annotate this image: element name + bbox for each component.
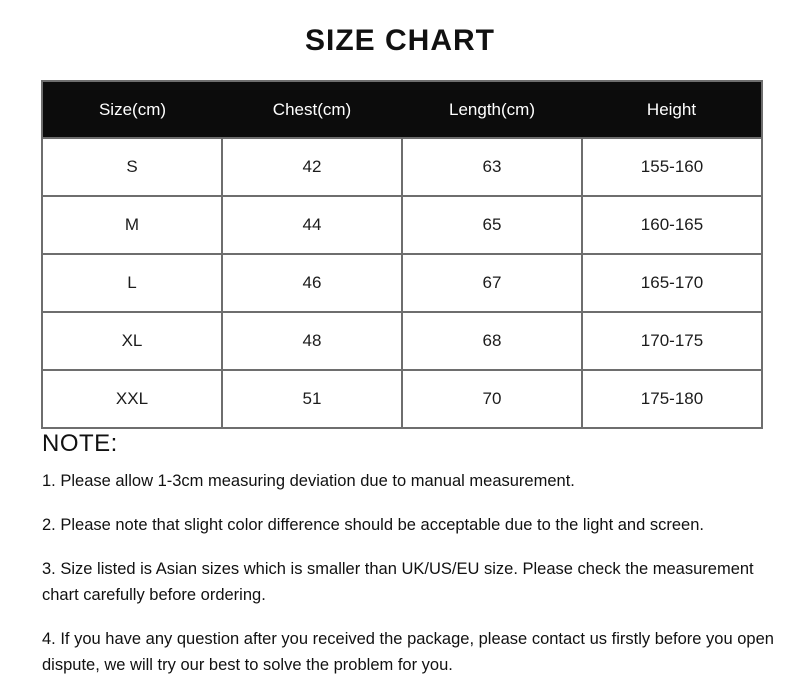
- table-cell: S: [42, 138, 222, 196]
- table-cell: 65: [402, 196, 582, 254]
- note-item: 3. Size listed is Asian sizes which is smaller than UK/US/EU size. Please check the measurement chart carefully before ordering.: [42, 560, 754, 604]
- table-row: [42, 370, 762, 428]
- note-item: 2. Please note that slight color difference should be acceptable due to the light and screen.: [42, 516, 704, 534]
- table-cell: 68: [402, 312, 582, 370]
- notes-section: [42, 430, 790, 696]
- table-cell: 51: [222, 370, 402, 428]
- table-cell: 160-165: [582, 196, 762, 254]
- table-cell: M: [42, 196, 222, 254]
- table-cell: 63: [402, 138, 582, 196]
- header-cell-length: Length(cm): [449, 99, 535, 119]
- header-cell-height: Height: [646, 99, 697, 119]
- notes-heading: NOTE:: [42, 430, 118, 457]
- table-cell: 42: [222, 138, 402, 196]
- table-cell: XXL: [42, 370, 222, 428]
- table-cell: XL: [42, 312, 222, 370]
- table-cell: 70: [402, 370, 582, 428]
- table-row: [42, 254, 762, 312]
- table-cell: 48: [222, 312, 402, 370]
- table-cell: L: [42, 254, 222, 312]
- header-cell-size: Size(cm): [98, 99, 167, 119]
- page-title: SIZE CHART: [305, 24, 495, 57]
- table-row: [42, 138, 762, 196]
- size-table: [41, 80, 763, 429]
- table-cell: 175-180: [582, 370, 762, 428]
- table-row: [42, 196, 762, 254]
- table-cell: 46: [222, 254, 402, 312]
- table-header-row: [42, 81, 762, 138]
- table-cell: 67: [402, 254, 582, 312]
- note-item: 4. If you have any question after you received the package, please contact us firstly before you open dispute, we will try our best to solve the problem for you.: [42, 630, 774, 674]
- note-item: 1. Please allow 1-3cm measuring deviation due to manual measurement.: [42, 472, 575, 490]
- header-cell-chest: Chest(cm): [272, 99, 352, 119]
- table-cell: 155-160: [582, 138, 762, 196]
- table-cell: 170-175: [582, 312, 762, 370]
- table-cell: 44: [222, 196, 402, 254]
- table-row: [42, 312, 762, 370]
- size-table-header: [42, 81, 762, 138]
- size-table-body: [42, 138, 762, 428]
- table-cell: 165-170: [582, 254, 762, 312]
